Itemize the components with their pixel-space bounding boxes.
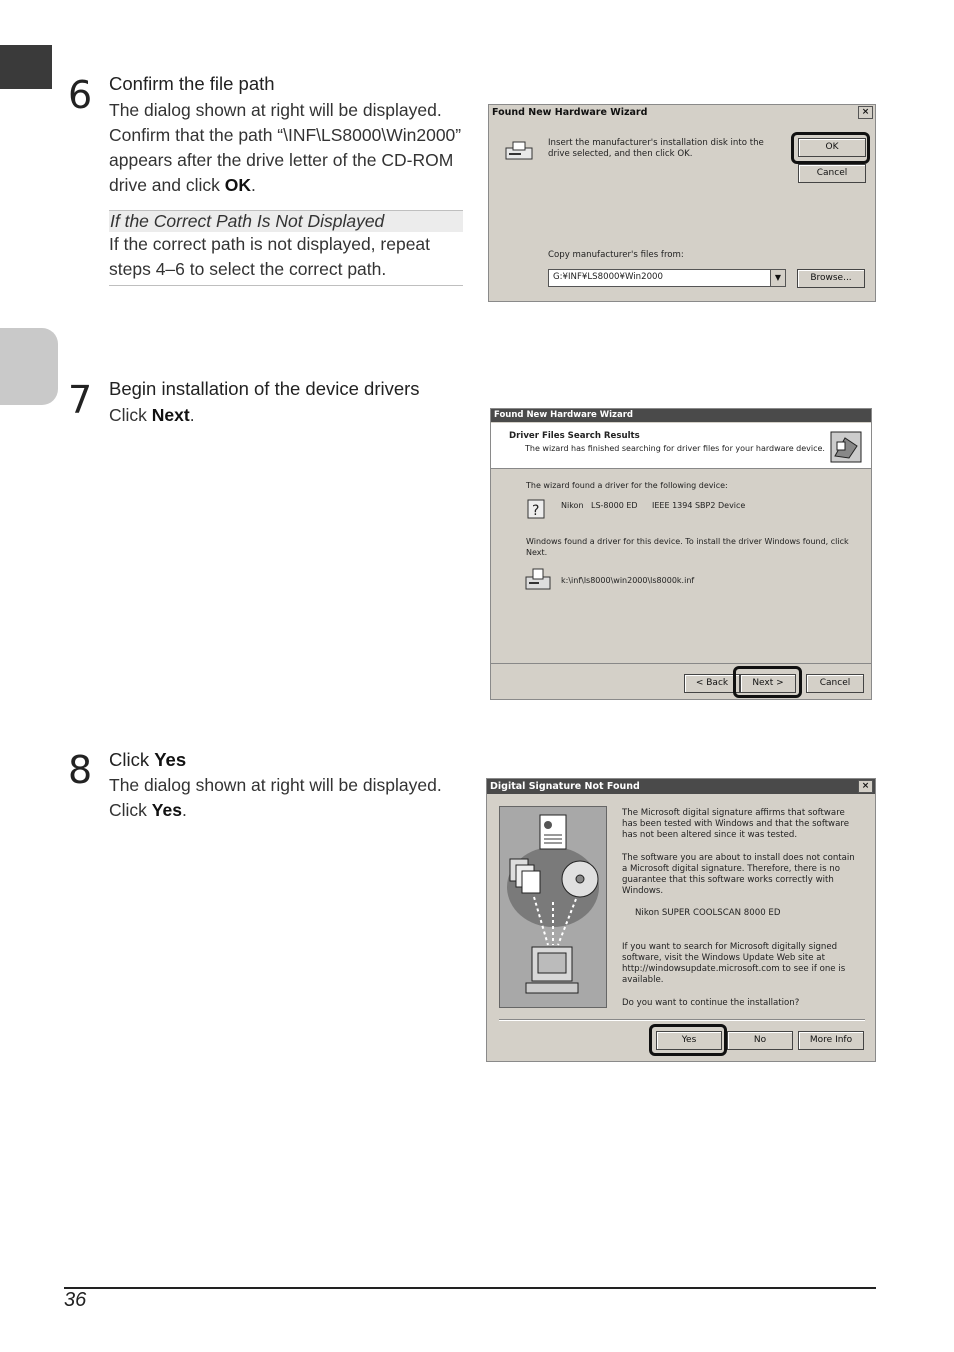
cancel-button[interactable]: Cancel — [806, 674, 864, 693]
dialog-title: Digital Signature Not Found — [490, 781, 640, 792]
dialog-title-bar — [489, 105, 875, 120]
signature-illustration — [499, 806, 607, 1008]
path-value: G:¥INF¥LS8000¥Win2000 — [553, 272, 663, 282]
dialog-title: Found New Hardware Wizard — [494, 410, 634, 420]
driver-file-icon — [525, 567, 551, 591]
device-name: Nikon SUPER COOLSCAN 8000 ED — [635, 908, 781, 918]
page-number: 36 — [64, 1289, 87, 1311]
unknown-device-icon — [525, 497, 549, 523]
device-model: LS-8000 ED — [591, 501, 638, 510]
footer-divider — [491, 663, 871, 664]
step-8-number: 8 — [68, 748, 93, 792]
step-7-body: Click Next. — [109, 405, 195, 425]
footer-divider — [499, 1019, 865, 1021]
close-button[interactable]: × — [858, 780, 873, 793]
yes-button[interactable]: Yes — [656, 1031, 722, 1050]
step-6-title: Confirm the file path — [109, 73, 275, 94]
next-highlight-outline — [733, 666, 802, 698]
dialog-title: Found New Hardware Wizard — [492, 107, 648, 118]
found-hardware-search-results-dialog — [490, 408, 872, 700]
disk-drive-icon — [505, 141, 533, 161]
step-6-number: 6 — [68, 73, 93, 117]
ok-button[interactable]: OK — [798, 138, 866, 157]
next-button[interactable]: Next > — [740, 674, 796, 693]
chapter-tab-current — [0, 328, 58, 405]
found-hardware-insert-disk-dialog — [488, 104, 876, 302]
signature-paragraph-2: The software you are about to install does not contain a Microsoft digital signature. Therefore, there is no guarantee that this software works correctly with Windows. — [622, 853, 855, 896]
more-info-button[interactable]: More Info — [798, 1031, 864, 1050]
step-8-body: The dialog shown at right will be displayed. Click Yes. — [109, 775, 442, 820]
svg-text:?: ? — [532, 503, 540, 519]
dialog-title-bar — [487, 779, 875, 794]
chapter-tab-dark — [0, 45, 52, 89]
found-driver-text: The wizard found a driver for the following device: — [526, 481, 728, 490]
ok-highlight-outline — [791, 132, 870, 164]
device-vendor: Nikon — [561, 501, 584, 510]
footer-rule — [64, 1287, 876, 1289]
hardware-wizard-icon — [829, 428, 863, 464]
insert-disk-message: Insert the manufacturer's installation disk into the drive selected, and then click OK. — [548, 138, 764, 159]
step-7-title: Begin installation of the device drivers — [109, 378, 420, 399]
path-combobox[interactable] — [548, 269, 786, 287]
step-6-body: The dialog shown at right will be displayed. Confirm that the path “\INF\LS8000\Win2000” appears after the drive letter of the CD-ROM drive and click OK. — [109, 100, 462, 195]
yes-highlight-outline — [649, 1024, 727, 1056]
step-8-title: Click Yes — [109, 749, 187, 770]
header-subtitle: The wizard has finished searching for driver files for your hardware device. — [525, 444, 825, 453]
step-7-number: 7 — [68, 378, 93, 422]
note-body: If the correct path is not displayed, repeat steps 4–6 to select the correct path. — [109, 234, 431, 279]
cancel-button[interactable]: Cancel — [798, 164, 866, 183]
close-button[interactable]: × — [858, 106, 873, 119]
wizard-header — [491, 423, 871, 469]
continue-question: Do you want to continue the installation? — [622, 998, 800, 1008]
header-title: Driver Files Search Results — [509, 431, 640, 441]
driver-file-path: k:\inf\ls8000\win2000\ls8000k.inf — [561, 576, 695, 585]
back-button[interactable]: < Back — [684, 674, 740, 693]
dialog-title-bar — [491, 409, 871, 422]
browse-button[interactable]: Browse... — [797, 269, 865, 288]
digital-signature-dialog — [486, 778, 876, 1062]
copy-from-label: Copy manufacturer's files from: — [548, 250, 684, 260]
no-button[interactable]: No — [727, 1031, 793, 1050]
signature-paragraph-1: The Microsoft digital signature affirms that software has been tested with Windows and that the software has not been altered since it was tested. — [622, 808, 849, 840]
device-type: IEEE 1394 SBP2 Device — [652, 501, 746, 510]
chevron-down-icon[interactable]: ▼ — [770, 270, 785, 286]
note-title: If the Correct Path Is Not Displayed — [109, 210, 463, 232]
step-6-note — [109, 210, 463, 286]
install-instructions: Windows found a driver for this device. To install the driver Windows found, click Next. — [526, 537, 849, 557]
signature-paragraph-3: If you want to search for Microsoft digitally signed software, visit the Windows Update Web site at http://windowsupdate.microsoft.com to see if one is available. — [622, 942, 846, 985]
